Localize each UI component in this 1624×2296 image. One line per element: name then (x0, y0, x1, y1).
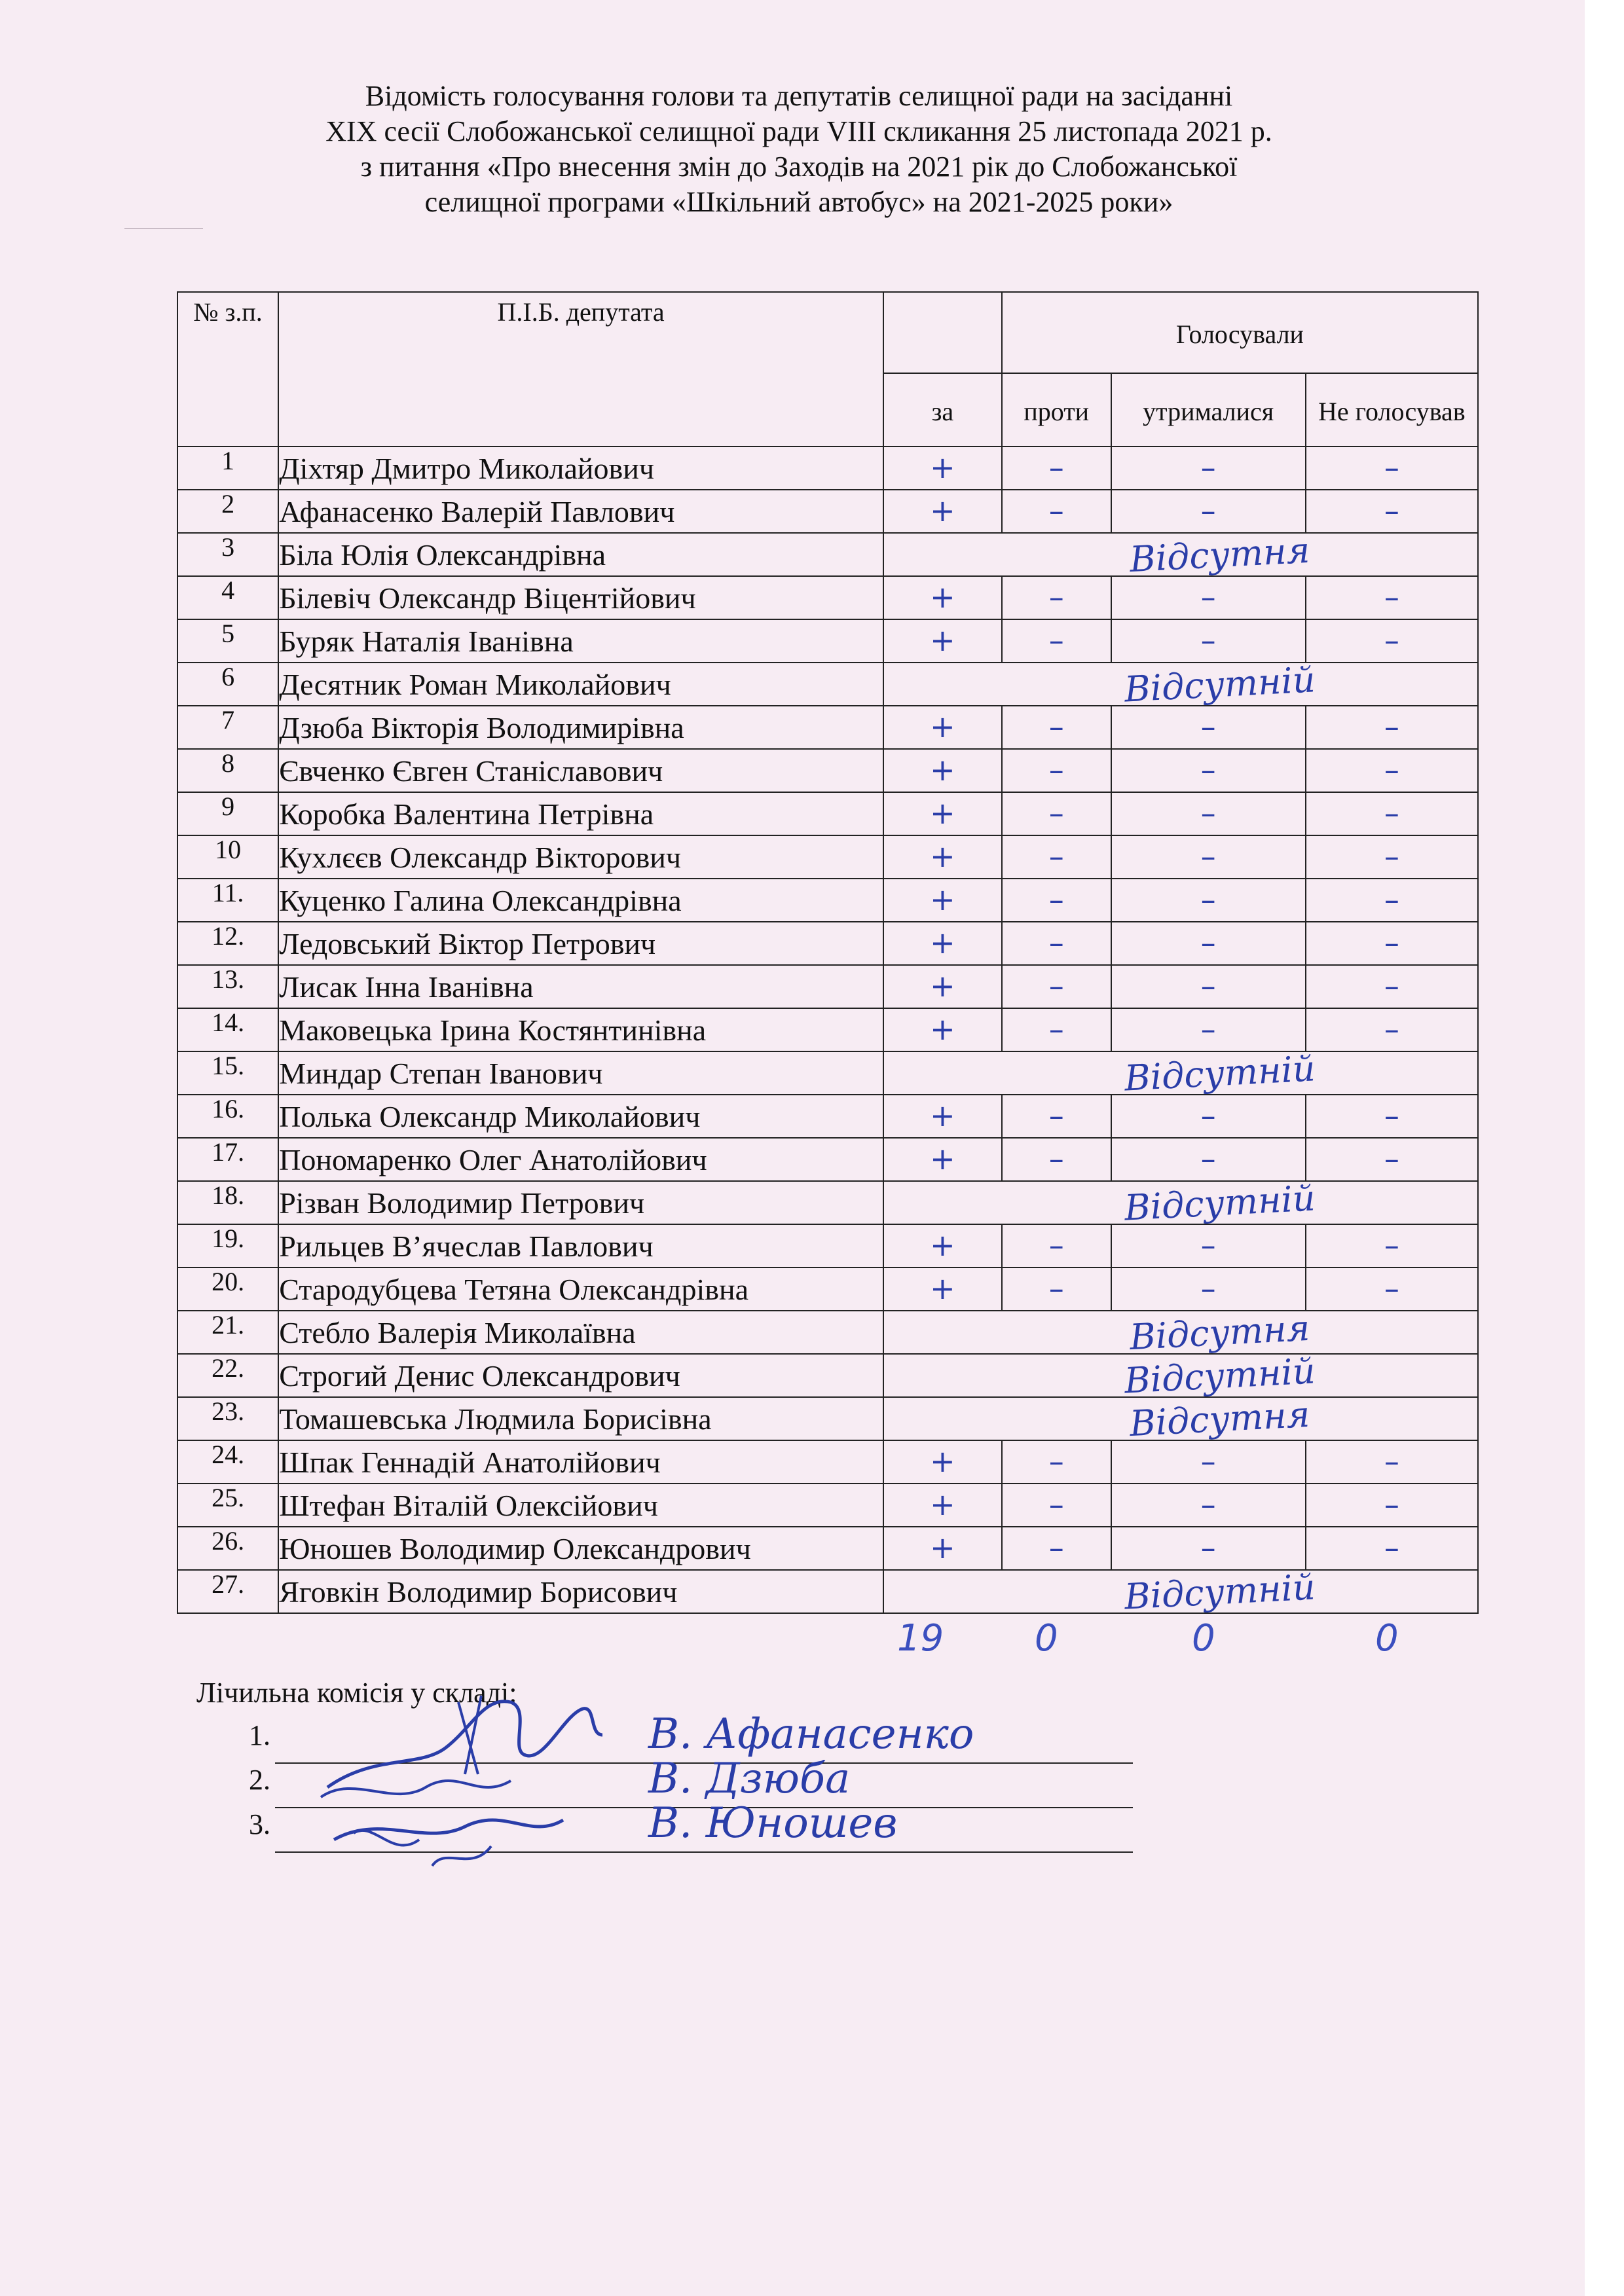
deputy-name: Пономаренко Олег Анатолійович (278, 1138, 883, 1181)
vote-for-mark: + (930, 1011, 955, 1047)
vote-not-voted-mark-cell (1306, 490, 1478, 533)
vote-not-voted-mark-cell (1306, 922, 1478, 965)
table-row (177, 965, 1478, 1008)
row-number: 20. (177, 1267, 278, 1311)
vote-against-mark-cell (1002, 1440, 1111, 1484)
vote-abstain-mark: – (1200, 1443, 1216, 1479)
vote-not-voted-mark-cell (1306, 1138, 1478, 1181)
vote-not-voted-mark: – (1384, 449, 1399, 485)
row-number: 21. (177, 1311, 278, 1354)
vote-for-mark-cell (883, 835, 1002, 879)
vote-against-mark-cell (1002, 1095, 1111, 1138)
vote-for-mark-cell (883, 965, 1002, 1008)
deputy-name: Десятник Роман Миколайович (278, 663, 883, 706)
vote-not-voted-mark: – (1384, 622, 1399, 658)
table-row (177, 1397, 1478, 1440)
absent-cell (883, 1349, 1478, 1402)
total-utrymalysia: 0 (1192, 1617, 1215, 1660)
table-row (177, 446, 1478, 490)
table-row (177, 490, 1478, 533)
absent-cell (883, 529, 1478, 580)
vote-not-voted-mark-cell (1306, 1527, 1478, 1570)
vote-for-mark: + (930, 1443, 955, 1479)
vote-abstain-mark-cell (1111, 1138, 1306, 1181)
vote-abstain-mark-cell (1111, 576, 1306, 619)
vote-against-mark: – (1048, 579, 1064, 615)
vote-for-mark: + (930, 924, 955, 960)
vote-abstain-mark-cell (1111, 792, 1306, 835)
vote-for-mark-cell (883, 576, 1002, 619)
row-number: 23. (177, 1397, 278, 1440)
table-row (177, 619, 1478, 663)
table-row (177, 879, 1478, 922)
vote-abstain-mark: – (1200, 622, 1216, 658)
row-number: 19. (177, 1224, 278, 1267)
vote-abstain-mark-cell (1111, 1527, 1306, 1570)
vote-for-mark-cell (883, 1095, 1002, 1138)
vote-abstain-mark-cell (1111, 619, 1306, 663)
vote-for-mark-cell (883, 706, 1002, 749)
absent-cell (883, 1047, 1478, 1099)
vote-abstain-mark-cell (1111, 706, 1306, 749)
deputy-name: Миндар Степан Іванович (278, 1051, 883, 1095)
absent-note: Відсутній (1123, 1047, 1317, 1099)
absent-note: Відсутня (1128, 1307, 1312, 1358)
vote-against-mark: – (1048, 1097, 1064, 1133)
vote-for-mark-cell (883, 749, 1002, 792)
vote-not-voted-mark-cell (1306, 1224, 1478, 1267)
table-row (177, 1224, 1478, 1267)
deputy-name: Буряк Наталія Іванівна (278, 619, 883, 663)
row-number: 18. (177, 1181, 278, 1224)
header-empty (883, 292, 1002, 373)
row-number: 4 (177, 576, 278, 619)
absent-note: Відсутній (1123, 658, 1317, 710)
vote-not-voted-mark-cell (1306, 965, 1478, 1008)
vote-not-voted-mark-cell (1306, 1008, 1478, 1051)
table-row (177, 1527, 1478, 1570)
deputy-name: Біла Юлія Олександрівна (278, 533, 883, 576)
vote-abstain-mark: – (1200, 579, 1216, 615)
deputy-name: Шпак Геннадій Анатолійович (278, 1440, 883, 1484)
deputy-name: Стебло Валерія Миколаївна (278, 1311, 883, 1354)
vote-for-mark-cell (883, 1484, 1002, 1527)
vote-abstain-mark-cell (1111, 1008, 1306, 1051)
deputy-name: Полька Олександр Миколайович (278, 1095, 883, 1138)
member-num-1: 1. (249, 1719, 270, 1751)
total-za: 19 (897, 1617, 944, 1660)
vote-against-mark-cell (1002, 706, 1111, 749)
table-row (177, 1311, 1478, 1354)
vote-against-mark: – (1048, 1227, 1064, 1263)
vote-abstain-mark: – (1200, 449, 1216, 485)
deputy-name: Строгий Денис Олександрович (278, 1354, 883, 1397)
vote-against-mark-cell (1002, 446, 1111, 490)
title-line-1: Відомість голосування голови та депутатів селищної ради на засіданні (365, 80, 1233, 112)
document-title (170, 79, 1428, 220)
vote-against-mark-cell (1002, 1008, 1111, 1051)
table-row (177, 1484, 1478, 1527)
vote-not-voted-mark-cell (1306, 576, 1478, 619)
vote-against-mark: – (1048, 1486, 1064, 1522)
absent-note: Відсутній (1123, 1565, 1317, 1618)
total-proty: 0 (1035, 1617, 1058, 1660)
absent-cell (883, 1307, 1478, 1358)
vote-abstain-mark: – (1200, 968, 1216, 1004)
deputy-name: Юношев Володимир Олександрович (278, 1527, 883, 1570)
table-row (177, 706, 1478, 749)
row-number: 3 (177, 533, 278, 576)
vote-not-voted-mark-cell (1306, 792, 1478, 835)
vote-abstain-mark: – (1200, 1011, 1216, 1047)
header-ne-holosuvav: Не голосував (1306, 373, 1478, 446)
vote-against-mark-cell (1002, 965, 1111, 1008)
total-ne-holosuvav: 0 (1375, 1617, 1399, 1660)
vote-for-mark: + (930, 1140, 955, 1176)
vote-abstain-mark: – (1200, 752, 1216, 788)
deputy-name: Діхтяр Дмитро Миколайович (278, 446, 883, 490)
header-za: за (883, 373, 1002, 446)
vote-not-voted-mark-cell (1306, 1484, 1478, 1527)
vote-against-mark: – (1048, 1140, 1064, 1176)
vote-abstain-mark: – (1200, 881, 1216, 917)
table-row (177, 576, 1478, 619)
deputy-name: Стародубцева Тетяна Олександрівна (278, 1267, 883, 1311)
vote-for-mark: + (930, 708, 955, 744)
vote-against-mark: – (1048, 968, 1064, 1004)
table-row (177, 1095, 1478, 1138)
vote-against-mark-cell (1002, 1484, 1111, 1527)
row-number: 11. (177, 879, 278, 922)
absent-note: Відсутній (1123, 1176, 1317, 1229)
vote-not-voted-mark: – (1384, 579, 1399, 615)
vote-for-mark: + (930, 579, 955, 615)
vote-not-voted-mark-cell (1306, 1267, 1478, 1311)
vote-abstain-mark: – (1200, 924, 1216, 960)
vote-for-mark-cell (883, 490, 1002, 533)
table-row (177, 533, 1478, 576)
header-voted: Голосували (1002, 292, 1478, 373)
deputy-name: Кухлєєв Олександр Вікторович (278, 835, 883, 879)
vote-abstain-mark-cell (1111, 922, 1306, 965)
vote-against-mark: – (1048, 449, 1064, 485)
row-number: 27. (177, 1570, 278, 1613)
vote-abstain-mark-cell (1111, 1440, 1306, 1484)
vote-against-mark: – (1048, 838, 1064, 874)
vote-not-voted-mark: – (1384, 968, 1399, 1004)
vote-for-mark-cell (883, 792, 1002, 835)
table-row (177, 1267, 1478, 1311)
vote-against-mark-cell (1002, 749, 1111, 792)
deputy-name: Лисак Інна Іванівна (278, 965, 883, 1008)
vote-abstain-mark: – (1200, 1140, 1216, 1176)
deputy-name: Коробка Валентина Петрівна (278, 792, 883, 835)
member-name-1: В. Афанасенко (648, 1710, 974, 1758)
row-number: 12. (177, 922, 278, 965)
stray-mark (124, 228, 203, 229)
deputy-name: Куценко Галина Олександрівна (278, 879, 883, 922)
vote-for-mark: + (930, 1486, 955, 1522)
vote-for-mark-cell (883, 619, 1002, 663)
deputy-name: Афанасенко Валерій Павлович (278, 490, 883, 533)
vote-abstain-mark: – (1200, 708, 1216, 744)
deputy-name: Томашевська Людмила Борисівна (278, 1397, 883, 1440)
vote-against-mark: – (1048, 1011, 1064, 1047)
vote-for-mark: + (930, 622, 955, 658)
vote-abstain-mark-cell (1111, 835, 1306, 879)
vote-abstain-mark-cell (1111, 1095, 1306, 1138)
vote-abstain-mark: – (1200, 1529, 1216, 1565)
vote-for-mark-cell (883, 1527, 1002, 1570)
vote-not-voted-mark-cell (1306, 619, 1478, 663)
deputy-name: Ледовський Віктор Петрович (278, 922, 883, 965)
title-line-4: селищної програми «Шкільний автобус» на 2021-2025 роки» (424, 186, 1173, 218)
vote-against-mark: – (1048, 1270, 1064, 1306)
vote-not-voted-mark: – (1384, 795, 1399, 831)
row-number: 24. (177, 1440, 278, 1484)
vote-for-mark: + (930, 1097, 955, 1133)
vote-for-mark-cell (883, 879, 1002, 922)
row-number: 9 (177, 792, 278, 835)
vote-not-voted-mark: – (1384, 708, 1399, 744)
header-num: № з.п. (177, 292, 278, 446)
vote-for-mark-cell (883, 1440, 1002, 1484)
vote-abstain-mark: – (1200, 795, 1216, 831)
vote-abstain-mark-cell (1111, 446, 1306, 490)
absent-cell (883, 1393, 1478, 1444)
absent-cell (883, 1565, 1478, 1618)
page-edge (1585, 0, 1624, 2296)
vote-not-voted-mark: – (1384, 752, 1399, 788)
deputy-name: Білевіч Олександр Віцентійович (278, 576, 883, 619)
vote-abstain-mark-cell (1111, 1224, 1306, 1267)
row-number: 22. (177, 1354, 278, 1397)
row-number: 8 (177, 749, 278, 792)
vote-against-mark-cell (1002, 576, 1111, 619)
member-name-2: В. Дзюба (648, 1755, 851, 1803)
vote-for-mark: + (930, 1529, 955, 1565)
vote-not-voted-mark: – (1384, 1140, 1399, 1176)
vote-not-voted-mark: – (1384, 881, 1399, 917)
table-row (177, 922, 1478, 965)
row-number: 25. (177, 1484, 278, 1527)
commission-label: Лічильна комісія у складі: (196, 1677, 517, 1709)
vote-for-mark: + (930, 795, 955, 831)
vote-not-voted-mark-cell (1306, 1440, 1478, 1484)
vote-against-mark-cell (1002, 922, 1111, 965)
absent-note: Відсутній (1123, 1349, 1317, 1402)
row-number: 5 (177, 619, 278, 663)
vote-against-mark: – (1048, 795, 1064, 831)
vote-not-voted-mark-cell (1306, 835, 1478, 879)
deputy-name: Євченко Євген Станіславович (278, 749, 883, 792)
vote-abstain-mark: – (1200, 838, 1216, 874)
vote-for-mark: + (930, 968, 955, 1004)
deputy-name: Рильцев В’ячеслав Павлович (278, 1224, 883, 1267)
header-name: П.І.Б. депутата (278, 292, 883, 446)
row-number: 26. (177, 1527, 278, 1570)
row-number: 13. (177, 965, 278, 1008)
vote-not-voted-mark-cell (1306, 446, 1478, 490)
absent-cell (883, 658, 1478, 710)
vote-against-mark-cell (1002, 619, 1111, 663)
row-number: 17. (177, 1138, 278, 1181)
voting-table (177, 291, 1479, 1618)
vote-not-voted-mark: – (1384, 1097, 1399, 1133)
table-row (177, 1570, 1478, 1613)
vote-for-mark: + (930, 1227, 955, 1263)
table-row (177, 663, 1478, 706)
vote-not-voted-mark: – (1384, 924, 1399, 960)
vote-against-mark: – (1048, 752, 1064, 788)
vote-against-mark: – (1048, 1443, 1064, 1479)
vote-not-voted-mark-cell (1306, 706, 1478, 749)
row-number: 2 (177, 490, 278, 533)
member-num-2: 2. (249, 1764, 270, 1796)
table-row (177, 792, 1478, 835)
vote-against-mark: – (1048, 924, 1064, 960)
vote-not-voted-mark: – (1384, 1227, 1399, 1263)
vote-for-mark: + (930, 1270, 955, 1306)
vote-for-mark: + (930, 838, 955, 874)
vote-not-voted-mark-cell (1306, 749, 1478, 792)
vote-against-mark: – (1048, 708, 1064, 744)
vote-for-mark-cell (883, 1224, 1002, 1267)
vote-against-mark-cell (1002, 879, 1111, 922)
vote-for-mark: + (930, 752, 955, 788)
table-row (177, 1354, 1478, 1397)
member-num-3: 3. (249, 1808, 270, 1840)
vote-for-mark-cell (883, 1138, 1002, 1181)
vote-for-mark-cell (883, 1008, 1002, 1051)
vote-for-mark: + (930, 449, 955, 485)
table-row (177, 1051, 1478, 1095)
table-row (177, 1440, 1478, 1484)
title-line-3: з питання «Про внесення змін до Заходів на 2021 рік до Слобожанської (360, 151, 1238, 183)
deputy-name: Маковецька Ірина Костянтинівна (278, 1008, 883, 1051)
table-row (177, 1008, 1478, 1051)
row-number: 7 (177, 706, 278, 749)
absent-note: Відсутня (1128, 529, 1312, 580)
vote-against-mark: – (1048, 622, 1064, 658)
voting-table-body (177, 446, 1478, 1618)
deputy-name: Дзюба Вікторія Володимирівна (278, 706, 883, 749)
deputy-name: Штефан Віталій Олексійович (278, 1484, 883, 1527)
row-number: 15. (177, 1051, 278, 1095)
vote-against-mark-cell (1002, 1138, 1111, 1181)
header-proty: проти (1002, 373, 1111, 446)
member-name-3: В. Юношев (648, 1799, 898, 1848)
table-row (177, 1181, 1478, 1224)
vote-abstain-mark: – (1200, 1486, 1216, 1522)
header-utrymalysia: утрималися (1111, 373, 1306, 446)
vote-abstain-mark-cell (1111, 490, 1306, 533)
signature-scribble-1 (314, 1676, 629, 1886)
title-line-2: XIX сесії Слобожанської селищної ради VIII скликання 25 листопада 2021 р. (325, 115, 1272, 147)
row-number: 14. (177, 1008, 278, 1051)
vote-abstain-mark-cell (1111, 965, 1306, 1008)
row-number: 6 (177, 663, 278, 706)
vote-not-voted-mark-cell (1306, 879, 1478, 922)
row-number: 16. (177, 1095, 278, 1138)
absent-cell (883, 1176, 1478, 1229)
vote-against-mark-cell (1002, 1224, 1111, 1267)
vote-against-mark: – (1048, 881, 1064, 917)
vote-abstain-mark: – (1200, 1270, 1216, 1306)
vote-abstain-mark-cell (1111, 1484, 1306, 1527)
vote-for-mark-cell (883, 1267, 1002, 1311)
vote-for-mark-cell (883, 922, 1002, 965)
vote-against-mark-cell (1002, 490, 1111, 533)
vote-not-voted-mark: – (1384, 1486, 1399, 1522)
vote-for-mark: + (930, 492, 955, 528)
vote-for-mark-cell (883, 446, 1002, 490)
row-number: 10 (177, 835, 278, 879)
vote-abstain-mark: – (1200, 1227, 1216, 1263)
vote-not-voted-mark: – (1384, 1529, 1399, 1565)
vote-not-voted-mark-cell (1306, 1095, 1478, 1138)
vote-abstain-mark: – (1200, 492, 1216, 528)
vote-against-mark-cell (1002, 792, 1111, 835)
vote-not-voted-mark: – (1384, 1011, 1399, 1047)
row-number: 1 (177, 446, 278, 490)
vote-not-voted-mark: – (1384, 838, 1399, 874)
deputy-name: Яговкін Володимир Борисович (278, 1570, 883, 1613)
vote-for-mark: + (930, 881, 955, 917)
vote-not-voted-mark: – (1384, 1270, 1399, 1306)
vote-not-voted-mark: – (1384, 492, 1399, 528)
deputy-name: Різван Володимир Петрович (278, 1181, 883, 1224)
vote-abstain-mark-cell (1111, 749, 1306, 792)
vote-not-voted-mark: – (1384, 1443, 1399, 1479)
vote-abstain-mark-cell (1111, 1267, 1306, 1311)
table-row (177, 1138, 1478, 1181)
vote-abstain-mark-cell (1111, 879, 1306, 922)
table-row (177, 749, 1478, 792)
vote-against-mark: – (1048, 1529, 1064, 1565)
absent-note: Відсутня (1128, 1393, 1312, 1444)
vote-against-mark-cell (1002, 1267, 1111, 1311)
vote-against-mark: – (1048, 492, 1064, 528)
table-row (177, 835, 1478, 879)
vote-abstain-mark: – (1200, 1097, 1216, 1133)
vote-against-mark-cell (1002, 835, 1111, 879)
vote-against-mark-cell (1002, 1527, 1111, 1570)
